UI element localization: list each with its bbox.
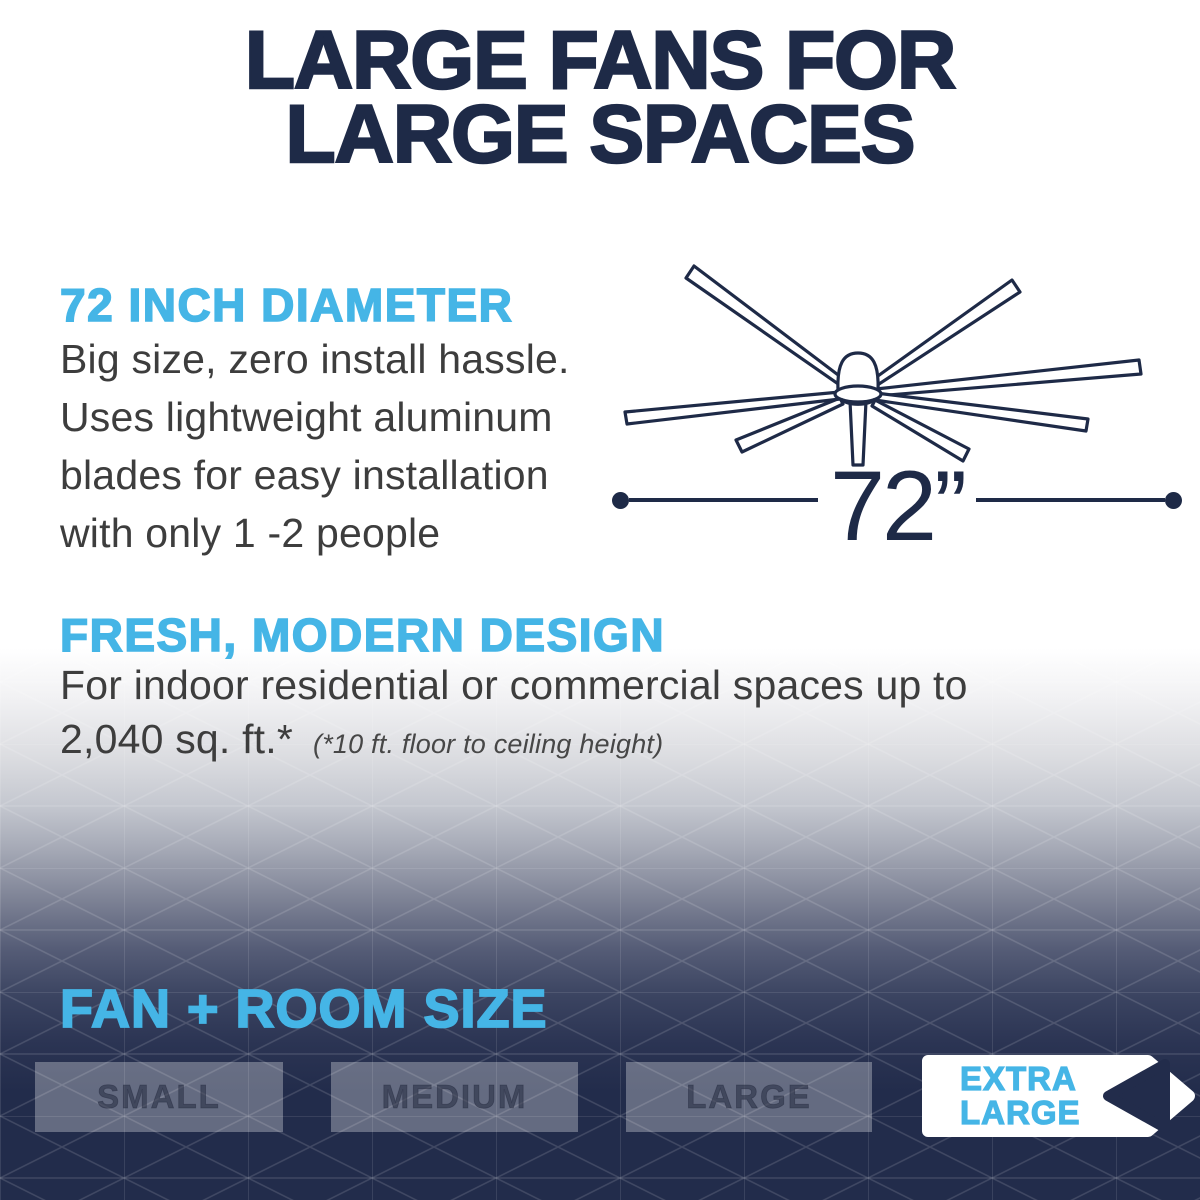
fan-blade	[876, 360, 1141, 396]
diameter-body-line: blades for easy installation	[60, 452, 549, 498]
diameter-body-line: with only 1 -2 people	[60, 510, 441, 556]
design-footnote: (*10 ft. floor to ceiling height)	[313, 729, 664, 759]
page-title	[0, 15, 1200, 180]
room-size-heading: FAN + ROOM SIZE	[60, 979, 548, 1039]
page-title-line2: LARGE SPACES	[285, 89, 915, 180]
size-option-extra-large-label	[960, 1062, 1081, 1130]
size-option-small[interactable]: SMALL	[35, 1062, 283, 1132]
fan-blade	[871, 280, 1020, 387]
diameter-body	[60, 330, 570, 562]
measure-dot-left	[612, 492, 629, 509]
size-option-medium[interactable]: MEDIUM	[331, 1062, 578, 1132]
design-heading: FRESH, MODERN DESIGN	[60, 609, 666, 661]
measure-line-left	[629, 498, 818, 502]
xl-label-line2: LARGE	[960, 1094, 1081, 1131]
diameter-measurement	[612, 438, 1182, 562]
page-title-line1: LARGE FANS FOR	[244, 15, 956, 106]
xl-label-line1: EXTRA	[960, 1060, 1077, 1097]
fan-blade	[686, 266, 846, 386]
diameter-heading: 72 INCH DIAMETER	[60, 279, 514, 331]
measure-value: 72”	[829, 449, 965, 561]
size-option-large[interactable]: LARGE	[626, 1062, 872, 1132]
design-body-line1: For indoor residential or commercial spaces up to	[60, 662, 968, 708]
diameter-body-line: Big size, zero install hassle.	[60, 336, 570, 382]
design-sqft: 2,040 sq. ft.*	[60, 716, 294, 762]
measure-line-right	[976, 498, 1165, 502]
measure-dot-right	[1165, 492, 1182, 509]
size-option-extra-large[interactable]	[918, 1054, 1200, 1138]
diameter-body-line: Uses lightweight aluminum	[60, 394, 553, 440]
design-body-line2	[60, 716, 663, 763]
